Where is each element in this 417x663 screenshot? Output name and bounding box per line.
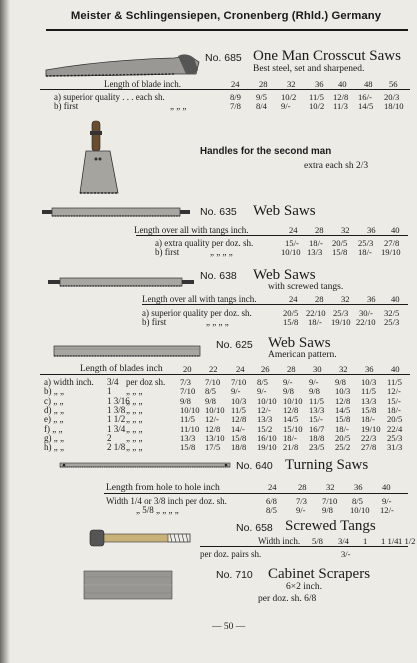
- web-saw-635-image: [42, 205, 192, 219]
- price-cell: 11/5: [361, 386, 376, 397]
- screwed-tang-image: [90, 524, 200, 554]
- price-cell: 19/10: [257, 442, 277, 453]
- price-cell: 8/5: [266, 505, 277, 515]
- col-header: 40: [391, 364, 400, 374]
- price-cell: 15/-: [387, 395, 401, 406]
- item-658-price-label: per doz. pairs sh.: [200, 549, 262, 559]
- price-cell: 15/8: [231, 432, 247, 443]
- price-cell: 13/3: [361, 395, 377, 406]
- price-cell: 18/-: [309, 238, 323, 248]
- price-cell: 9/8: [180, 395, 191, 406]
- col-header: 28: [315, 294, 324, 304]
- item-638-number: No. 638: [200, 270, 237, 282]
- price-cell: 10/10: [281, 247, 301, 257]
- col-header: 1: [363, 536, 368, 546]
- item-685-length-label: Length of blade inch.: [104, 79, 181, 89]
- price-cell: 10/10: [350, 505, 370, 515]
- row-unit: „ „ „: [126, 414, 143, 425]
- price-cell: 22/10: [356, 317, 376, 327]
- price-cell: 7/10: [205, 377, 221, 387]
- price-cell: 18/-: [335, 423, 349, 434]
- price-cell: 15/-: [285, 238, 299, 248]
- price-cell: 20/3: [384, 92, 400, 102]
- col-header: 24: [289, 225, 298, 235]
- row-width: 3/4: [107, 377, 119, 387]
- col-header: 20: [183, 364, 192, 374]
- price-cell: 9/-: [382, 496, 392, 506]
- price-cell: 18/8: [231, 442, 247, 453]
- row-label: b) first: [54, 101, 79, 111]
- price-cell: 30/-: [359, 308, 373, 318]
- price-cell: 10/10: [283, 395, 303, 406]
- cabinet-scraper-image: [84, 571, 176, 601]
- price-cell: 10/2: [281, 92, 297, 102]
- price-cell: 14/5: [283, 414, 299, 425]
- price-cell: 18/10: [384, 101, 404, 111]
- price-cell: 27/8: [361, 442, 377, 453]
- row-unit: „ „ „: [126, 423, 143, 434]
- col-header: 3/4: [338, 536, 349, 546]
- price-cell: 14/5: [335, 404, 351, 415]
- row-label: b) first: [142, 317, 167, 327]
- row-label: e) „ „: [44, 414, 64, 425]
- price-cell: 15/8: [361, 404, 377, 415]
- price-cell: 7/10: [322, 496, 338, 506]
- item-635-rule: [136, 235, 408, 236]
- price-cell: 8/5: [257, 377, 268, 387]
- web-saw-638-image: [48, 275, 198, 289]
- price-cell: 12/8: [231, 414, 247, 425]
- price-cell: 7/3: [296, 496, 307, 506]
- handles-title: Handles for the second man: [200, 146, 332, 157]
- price-cell: 22/3: [361, 432, 377, 443]
- row-width: 1: [107, 386, 112, 397]
- col-header: 30: [313, 364, 322, 374]
- price-cell: 11/5: [180, 414, 195, 425]
- price-cell: 13/10: [205, 432, 225, 443]
- col-header: 36: [365, 364, 374, 374]
- row-label: a) superior quality . . . each sh.: [54, 92, 165, 102]
- price-cell: 19/10: [361, 423, 381, 434]
- item-710-subtitle: 6×2 inch.: [286, 582, 322, 592]
- price-cell: 20/5: [335, 432, 351, 443]
- web-saw-625-image: [54, 344, 204, 358]
- price-cell: 9/8: [205, 395, 216, 406]
- item-685-title: One Man Crosscut Saws: [253, 48, 401, 64]
- col-header: 32: [341, 225, 350, 235]
- row-label: g) „ „: [44, 432, 64, 443]
- price-cell: 7/10: [180, 386, 196, 397]
- col-header: 40: [338, 79, 347, 89]
- item-685-number: No. 685: [205, 52, 242, 64]
- price-cell: 25/3: [333, 308, 349, 318]
- item-710-price: per doz. sh. 6/8: [258, 594, 317, 604]
- price-cell: 10/10: [257, 395, 277, 406]
- price-cell: 11/5: [309, 395, 324, 406]
- price-cell: 6/8: [266, 496, 277, 506]
- saw-handle-image: [78, 121, 128, 196]
- price-cell: 8/9: [230, 92, 241, 102]
- price-cell: 15/8: [283, 317, 299, 327]
- item-638-length-label: Length over all with tangs inch.: [142, 294, 257, 304]
- col-header: 36: [367, 294, 376, 304]
- row-width: 1 1/2: [107, 414, 126, 425]
- row-unit: „ „ „: [126, 432, 143, 443]
- col-header: 40: [382, 482, 391, 492]
- item-638-title: Web Saws: [253, 267, 316, 283]
- price-cell: 31/3: [387, 442, 403, 453]
- price-cell: 11/5: [309, 92, 324, 102]
- row-unit: per doz sh.: [126, 377, 166, 387]
- price-cell: 9/-: [281, 101, 291, 111]
- col-header: 36: [367, 225, 376, 235]
- col-header: 36: [354, 482, 363, 492]
- price-cell: 9/5: [256, 92, 267, 102]
- item-658-width-label: Width inch.: [258, 536, 301, 546]
- col-header: 32: [287, 79, 296, 89]
- page-header: Meister & Schlingensiepen, Cronenberg (Rhld.) Germany: [70, 10, 382, 22]
- price-cell: 7/10: [231, 377, 247, 387]
- price-cell: 18/-: [308, 317, 322, 327]
- item-635-number: No. 635: [200, 206, 237, 218]
- price-cell: 13/3: [309, 404, 325, 415]
- price-cell: 12/8: [335, 395, 351, 406]
- item-625-title: Web Saws: [268, 335, 331, 351]
- row-label: b) first: [155, 247, 180, 257]
- price-cell: 10/10: [205, 404, 225, 415]
- price-cell: 20/5: [283, 308, 299, 318]
- row-width: 1 3/8: [107, 404, 126, 415]
- price-cell: 10/2: [309, 101, 325, 111]
- col-header: 32: [341, 294, 350, 304]
- price-cell: 15/8: [332, 247, 348, 257]
- row-label: Width 1/4 or 3/8 inch per doz. sh.: [106, 496, 227, 506]
- item-685-rule: [40, 89, 410, 90]
- row-label: c) „ „: [44, 395, 64, 406]
- item-710-title: Cabinet Scrapers: [268, 566, 371, 582]
- row-unit: „ „ „: [126, 386, 143, 397]
- row-width: 1 3/16: [107, 395, 130, 406]
- price-cell: 22/4: [387, 423, 403, 434]
- col-header: 28: [259, 79, 268, 89]
- price-cell: 12/-: [380, 505, 394, 515]
- col-header: 36: [315, 79, 324, 89]
- page-edge-shadow: [0, 0, 10, 663]
- price-cell: 9/-: [231, 386, 241, 397]
- price-cell: 7/3: [180, 377, 191, 387]
- price-cell: 12/8: [333, 92, 349, 102]
- item-635-title: Web Saws: [253, 203, 316, 219]
- row-unit: „ „ „: [126, 395, 143, 406]
- col-header: 26: [261, 364, 270, 374]
- item-640-title: Turning Saws: [285, 457, 369, 473]
- price-cell: 9/-: [296, 505, 306, 515]
- price-cell: 9/8: [283, 386, 294, 397]
- price-cell: 8/5: [205, 386, 216, 397]
- price-cell: 9/-: [283, 377, 293, 387]
- price-cell: 18/8: [309, 432, 325, 443]
- col-header: 22: [209, 364, 218, 374]
- row-label: h) „ „: [44, 442, 64, 453]
- item-638-subtitle: with screwed tangs.: [268, 282, 344, 292]
- col-header: 24: [289, 294, 298, 304]
- price-cell: 11/3: [333, 101, 348, 111]
- ditto-marks: „ „ „ „: [210, 247, 233, 257]
- col-header: 28: [287, 364, 296, 374]
- ditto-marks: „ „ „: [170, 101, 187, 111]
- price-cell: 18/-: [361, 414, 375, 425]
- price-cell: 25/2: [335, 442, 351, 453]
- row-label: a) width inch.: [44, 377, 94, 387]
- item-640-number: No. 640: [236, 460, 273, 472]
- row-label: d) „ „: [44, 404, 64, 415]
- col-header: 1 1/4: [381, 536, 399, 546]
- item-658-title: Screwed Tangs: [285, 518, 376, 534]
- price-cell: 13/3: [180, 432, 196, 443]
- price-cell: 11/5: [387, 377, 402, 387]
- row-width: 2 1/8: [107, 442, 126, 453]
- price-cell: 8/4: [256, 101, 267, 111]
- header-rule: [46, 29, 408, 31]
- price-cell: 9/8: [335, 377, 346, 387]
- price-cell: 15/10: [283, 423, 303, 434]
- col-header: 32: [339, 364, 348, 374]
- item-710-number: No. 710: [216, 569, 253, 581]
- price-cell: 19/10: [331, 317, 351, 327]
- price-cell: 11/5: [231, 404, 246, 415]
- price-cell: 10/10: [180, 404, 200, 415]
- price-cell: 23/5: [309, 442, 325, 453]
- col-header: 48: [364, 79, 373, 89]
- item-658-number: No. 658: [236, 522, 273, 534]
- price-cell: 10/3: [361, 377, 377, 387]
- item-640-rule: [104, 493, 408, 494]
- row-label: f) „ „: [44, 423, 63, 434]
- price-cell: 12/-: [205, 414, 219, 425]
- price-cell: 27/8: [384, 238, 400, 248]
- price-cell: 17/5: [205, 442, 221, 453]
- col-header: 24: [236, 364, 245, 374]
- price-cell: 32/5: [384, 308, 400, 318]
- item-658-rule: [200, 546, 408, 547]
- row-label: a) superior quality per doz. sh.: [142, 308, 252, 318]
- price-cell: 21/8: [283, 442, 299, 453]
- price-cell: 14/5: [358, 101, 374, 111]
- price-cell: 13/3: [307, 247, 323, 257]
- price-cell: 8/5: [352, 496, 363, 506]
- price-cell: 15/8: [335, 414, 351, 425]
- price-cell: 16/-: [358, 92, 372, 102]
- col-header: 24: [268, 482, 277, 492]
- price-cell: 10/3: [231, 395, 247, 406]
- price-cell: 9/-: [309, 377, 319, 387]
- item-625-length-label: Length of blades inch: [80, 364, 163, 374]
- price-cell: 9/8: [309, 386, 320, 397]
- price-cell: 15/2: [257, 423, 273, 434]
- row-unit: „ „ „: [126, 404, 143, 415]
- handles-price: extra each sh 2/3: [304, 161, 369, 171]
- price-cell: 16/7: [309, 423, 325, 434]
- price-cell: 25/3: [358, 238, 374, 248]
- price-cell: 9/8: [322, 505, 333, 515]
- item-625-rule: [40, 374, 410, 375]
- col-header: 5/8: [312, 536, 323, 546]
- col-header: 40: [391, 294, 400, 304]
- price-cell: 13/3: [257, 414, 273, 425]
- item-640-length-label: Length from hole to hole inch: [106, 483, 220, 493]
- item-625-number: No. 625: [216, 339, 253, 351]
- price-cell: 12/-: [257, 404, 271, 415]
- row-label: a) extra quality per doz. sh.: [155, 238, 254, 248]
- col-header: 32: [326, 482, 335, 492]
- col-header: 28: [298, 482, 307, 492]
- item-635-length-label: Length over all with tangs inch.: [134, 225, 249, 235]
- price-cell: 20/5: [387, 414, 403, 425]
- price-cell: 12/-: [387, 386, 401, 397]
- price-cell: 25/3: [387, 432, 403, 443]
- price-cell: 22/10: [306, 308, 326, 318]
- price-cell: 7/8: [230, 101, 241, 111]
- price-cell: 14/-: [231, 423, 245, 434]
- price-cell: 12/8: [283, 404, 299, 415]
- item-638-rule: [142, 304, 408, 305]
- col-header: 28: [315, 225, 324, 235]
- price-cell: 18/-: [358, 247, 372, 257]
- col-header: 24: [231, 79, 240, 89]
- row-width: 1 3/4: [107, 423, 126, 434]
- row-label: „ 5/8 „ „ „ „: [136, 505, 179, 515]
- item-658-price: 3/-: [341, 549, 351, 559]
- price-cell: 16/10: [257, 432, 277, 443]
- price-cell: 9/-: [257, 386, 267, 397]
- price-cell: 15/8: [180, 442, 196, 453]
- price-cell: 20/5: [332, 238, 348, 248]
- ditto-marks: „ „ „ „: [206, 317, 229, 327]
- crosscut-saw-image: [44, 52, 204, 82]
- price-cell: 11/10: [180, 423, 200, 434]
- price-cell: 19/10: [381, 247, 401, 257]
- price-cell: 10/3: [335, 386, 351, 397]
- row-width: 2: [107, 432, 112, 443]
- price-cell: 18/-: [387, 404, 401, 415]
- price-cell: 18/-: [283, 432, 297, 443]
- col-header: 40: [391, 225, 400, 235]
- row-label: b) „ „: [44, 386, 64, 397]
- price-cell: 25/3: [384, 317, 400, 327]
- item-685-subtitle: Best steel, set and sharpened.: [253, 64, 365, 74]
- turning-saw-image: [60, 461, 235, 469]
- item-625-subtitle: American pattern.: [268, 350, 337, 360]
- price-cell: 12/8: [205, 423, 221, 434]
- price-cell: 15/-: [309, 414, 323, 425]
- col-header: 56: [389, 79, 398, 89]
- page-number: — 50 —: [212, 622, 246, 632]
- col-header: 1 1/2: [398, 536, 416, 546]
- row-unit: „ „ „: [126, 442, 143, 453]
